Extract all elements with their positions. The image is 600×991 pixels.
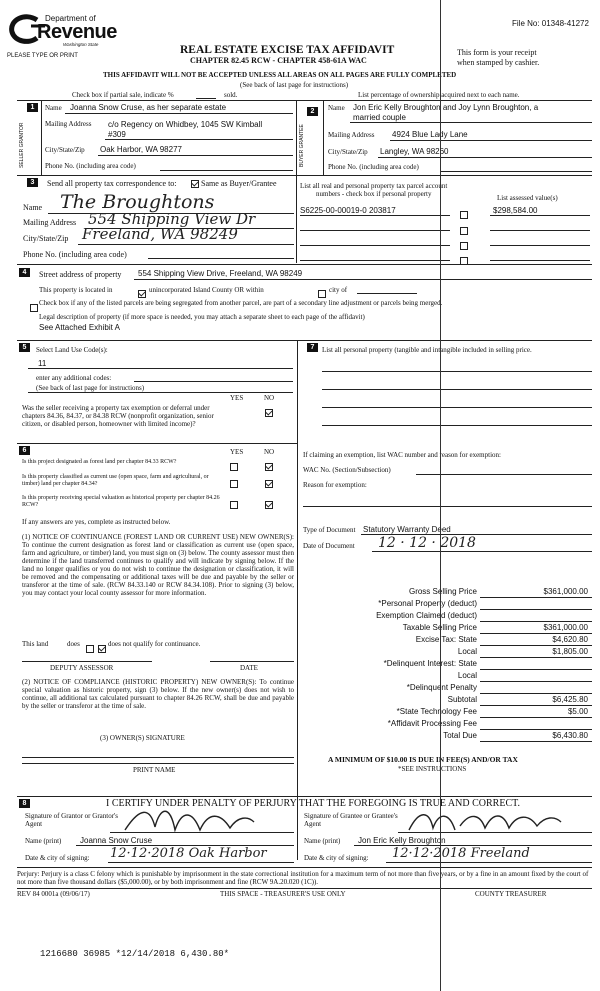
rev-number: REV 84 0001a (09/06/17) — [17, 890, 90, 898]
if-yes-instructions: If any answers are yes, complete as instructed below. — [22, 518, 171, 526]
s6-q1-no-checkbox[interactable] — [265, 458, 273, 476]
file-no: File No: 01348-41272 — [512, 19, 589, 28]
treasurer-stamp: 1216680 36985 *12/14/2018 6,430.80* — [40, 949, 230, 959]
doc-date-label: Date of Document — [303, 542, 355, 550]
wac-number-label: WAC No. (Section/Subsection) — [303, 466, 391, 474]
tax-row-value: $361,000.00 — [543, 587, 588, 596]
parcel-number-1: S6225-00-00019-0 203817 — [300, 206, 396, 215]
corr-mailing-label: Mailing Address — [23, 218, 77, 227]
section-2-number: 2 — [307, 107, 318, 116]
notice-of-compliance: (2) NOTICE OF COMPLIANCE (HISTORIC PROPERTY) NEW OWNER(S): To continue special valuation as historic property, sign (3) below. If the new owner(s) does not wish to continue, all additional tax calculated pursuant to chapter 84.26 RCW, shall be due and payable by the seller or transferor at the time of sale. — [22, 678, 294, 710]
tax-row-value: $4,620.80 — [552, 635, 588, 644]
grantee-signature-label: Signature of Grantee or Grantee's Agent — [304, 812, 398, 828]
grantor-date-handwritten: 12·12·2018 Oak Harbor — [110, 846, 267, 861]
seller-name: Joanna Snow Cruse, as her separate estate — [70, 103, 227, 112]
logo-department: Department of — [45, 14, 96, 23]
street-address: 554 Shipping View Drive, Freeland, WA 98249 — [138, 269, 303, 278]
assessed-header: List assessed value(s) — [497, 194, 558, 202]
doc-type: Statutory Warranty Deed — [363, 525, 451, 534]
corr-mailing-handwritten: 554 Shipping View Dr — [88, 210, 256, 228]
additional-codes-label: enter any additional codes: — [36, 374, 112, 382]
buyer-mailing-label: Mailing Address — [328, 131, 375, 139]
form-subtitle: CHAPTER 82.45 RCW - CHAPTER 458-61A WAC — [190, 56, 367, 65]
county-treasurer-label: COUNTY TREASURER — [475, 890, 547, 898]
buyer-city: Langley, WA 98260 — [380, 147, 449, 156]
treasurer-use-label: THIS SPACE - TREASURER'S USE ONLY — [220, 890, 346, 898]
logo-revenue: Revenue — [37, 21, 117, 43]
reason-exemption-label: Reason for exemption: — [303, 481, 367, 489]
wac-claim-label: If claiming an exemption, list WAC number and reason for exemption: — [303, 451, 501, 459]
revenue-logo — [7, 14, 125, 50]
receipt-line-1: This form is your receipt — [457, 48, 537, 57]
list-percentage: List percentage of ownership acquired next to each name. — [358, 91, 520, 99]
assessed-value-1: $298,584.00 — [493, 206, 538, 215]
legal-description: See Attached Exhibit A — [39, 323, 120, 332]
sold-label: sold. — [224, 91, 238, 99]
s6-question-1: Is this project designated as forest land per chapter 84.33 RCW? — [22, 459, 177, 465]
perjury-notice: Perjury: Perjury is a class C felony which is punishable by imprisonment in the state correctional institution for a maximum term of not more than five years, or by a fine in an amount fixed by the court of not more than five thousand dollars ($5,000.00), or by both imprisonment and fine (RCW 9A.20.020 (1C)). — [17, 870, 589, 886]
located-in-label: This property is located in — [39, 286, 113, 294]
s6-q1-yes-checkbox[interactable] — [230, 458, 238, 476]
exemption-no-checkbox[interactable] — [265, 404, 273, 422]
tax-row-label: *Delinquent Penalty — [406, 683, 477, 692]
form-title: REAL ESTATE EXCISE TAX AFFIDAVIT — [180, 44, 395, 56]
tax-row-label: *Delinquent Interest: State — [383, 659, 477, 668]
seller-phone-label: Phone No. (including area code) — [45, 162, 136, 170]
tax-row-label: Exemption Claimed (deduct) — [376, 611, 477, 620]
s6-yes-header: YES — [230, 448, 244, 456]
s6-q2-yes-checkbox[interactable] — [230, 475, 238, 493]
buyer-name-2: married couple — [353, 113, 406, 122]
buyer-name-label: Name — [328, 104, 345, 112]
buyer-name: Jon Eric Kelly Broughton and Joy Lynn Broughton, a — [353, 103, 539, 112]
section-4-number: 4 — [19, 268, 30, 277]
warning-line: THIS AFFIDAVIT WILL NOT BE ACCEPTED UNLESS ALL AREAS ON ALL PAGES ARE FULLY COMPLETED — [103, 71, 457, 79]
grantor-signature-label: Signature of Grantor or Grantor's Agent — [25, 812, 119, 828]
unincorporated-label: unincorporated Island County OR within — [149, 286, 264, 294]
send-correspondence-label: Send all property tax correspondence to: — [47, 179, 177, 188]
doc-date-handwritten: 12 · 12 · 2018 — [378, 535, 476, 551]
tax-row-value: $1,805.00 — [552, 647, 588, 656]
s6-q3-no-checkbox[interactable] — [265, 496, 273, 514]
please-type: PLEASE TYPE OR PRINT — [7, 53, 78, 59]
section-1-number: 1 — [27, 103, 38, 112]
land-use-label: Select Land Use Code(s): — [36, 346, 108, 354]
see-instructions: *SEE INSTRUCTIONS — [398, 765, 467, 773]
corr-name-label: Name — [23, 203, 43, 212]
does-label: does — [67, 640, 80, 648]
segregated-label: Check box if any of the listed parcels are being segregated from another parcel, are part of a secondary line adjustment or parcels being merged. — [39, 299, 443, 307]
tax-row-value: $6,425.80 — [552, 695, 588, 704]
this-land-label: This land — [22, 640, 49, 648]
buyer-side-label: BUYER GRANTEE — [299, 124, 305, 167]
section-6-number: 6 — [19, 446, 30, 455]
print-name-label: PRINT NAME — [133, 766, 176, 774]
s6-question-3: Is this property receiving special valuation as historical property per chapter 84.26 RCW? — [22, 495, 220, 508]
grantee-name-label: Name (print) — [304, 837, 341, 845]
section-8-number: 8 — [19, 799, 30, 808]
logo-state: Washington State — [63, 42, 99, 47]
same-as-buyer-checkbox[interactable] — [191, 180, 199, 188]
parcel-4-personal-checkbox[interactable] — [460, 252, 468, 270]
land-use-yes-header: YES — [230, 394, 244, 402]
deputy-date-label: DATE — [240, 664, 258, 672]
tax-row-label: Subtotal — [447, 695, 477, 704]
notice-of-continuance: (1) NOTICE OF CONTINUANCE (FOREST LAND OR CURRENT USE) NEW OWNER(S): To continue the current designation as forest land or classification as current use (open space, farm and agriculture, or timber) land, you must sign on (3) below. The county assessor must then determine if the land transferred continues to qualify and will indicate by signing below. If the land no longer qualifies or you do not wish to continue the designation or classification, it will be removed and the compensating or additional taxes will be due and payable by the seller or transferor at the time of sale. (RCW 84.33.140 or RCW 84.34.108). Prior to signing (3) below, you may contact your local county assessor for more information. — [22, 533, 294, 597]
tax-row-value: $361,000.00 — [543, 623, 588, 632]
grantor-date-label: Date & city of signing: — [25, 854, 90, 862]
section-3-number: 3 — [27, 178, 38, 187]
s6-q3-yes-checkbox[interactable] — [230, 496, 238, 514]
see-back-header: (See back of last page for instructions) — [240, 81, 349, 89]
receipt-line-2: when stamped by cashier. — [457, 58, 540, 67]
seller-name-label: Name — [45, 104, 62, 112]
tax-row-value: $5.00 — [567, 707, 588, 716]
corr-city-label: City/State/Zip — [23, 234, 69, 243]
s6-q2-no-checkbox[interactable] — [265, 475, 273, 493]
section-5-number: 5 — [19, 343, 30, 352]
buyer-phone-label: Phone No. (including area code) — [328, 163, 419, 171]
tax-row-label: Taxable Selling Price — [402, 623, 477, 632]
seller-mailing-2: #309 — [108, 130, 126, 139]
certify-statement: I CERTIFY UNDER PENALTY OF PERJURY THAT THE FOREGOING IS TRUE AND CORRECT. — [106, 798, 520, 809]
tax-row-label: *State Technology Fee — [396, 707, 477, 716]
deputy-assessor-label: DEPUTY ASSESSOR — [50, 664, 114, 672]
parcel-header-2: numbers - check box if personal property — [316, 190, 432, 198]
grantee-date-label: Date & city of signing: — [304, 854, 369, 862]
city-of-label: city of — [329, 286, 348, 294]
grantee-date-handwritten: 12·12·2018 Freeland — [392, 846, 530, 861]
grantor-name-label: Name (print) — [25, 837, 62, 845]
does-not-label: does not qualify for continuance. — [108, 640, 201, 648]
partial-sale-label: Check box if partial sale, indicate % — [72, 91, 174, 99]
tax-calculation-table — [300, 587, 592, 747]
does-not-checkbox[interactable] — [98, 640, 106, 658]
corr-phone-label: Phone No. (including area code) — [23, 250, 127, 259]
same-as-buyer-label: Same as Buyer/Grantee — [201, 179, 277, 188]
does-checkbox[interactable] — [86, 640, 94, 658]
seller-side-label: SELLER GRANTOR — [19, 122, 25, 169]
exemption-question: Was the seller receiving a property tax exemption or deferral under chapters 84.36, 84.37, or 84.38 RCW (nonprofit organization, senior citizen, or disabled person, homeowner with limited income)? — [22, 404, 214, 428]
owner-signature-label: (3) OWNER(S) SIGNATURE — [100, 734, 185, 742]
tax-row-label: Total Due — [443, 731, 477, 740]
land-use-code: 11 — [38, 359, 47, 368]
seller-city-label: City/State/Zip — [45, 146, 85, 154]
seller-city: Oak Harbor, WA 98277 — [100, 145, 182, 154]
minimum-due-notice: A MINIMUM OF $10.00 IS DUE IN FEE(S) AND/OR TAX — [328, 755, 518, 764]
land-use-see-back: (See back of last page for instructions) — [36, 384, 145, 392]
tax-row-label: Local — [457, 647, 477, 656]
parcel-header-1: List all real and personal property tax parcel account — [300, 182, 448, 190]
personal-property-label: List all personal property (tangible and intangible included in selling price. — [322, 346, 532, 354]
tax-row-label: Excise Tax: State — [415, 635, 477, 644]
tax-row-label: *Personal Property (deduct) — [378, 599, 477, 608]
seller-mailing-label: Mailing Address — [45, 120, 92, 128]
section-7-number: 7 — [307, 343, 318, 352]
doc-type-label: Type of Document — [303, 526, 356, 534]
s6-question-2: Is this property classified as current use (open space, farm and agricultural, or timber) land per chapter 84.34? — [22, 474, 209, 487]
corr-city-handwritten: Freeland, WA 98249 — [82, 225, 238, 243]
grantee-name: Jon Eric Kelly Broughton — [358, 836, 446, 845]
street-label: Street address of property — [39, 270, 122, 279]
segregated-checkbox[interactable] — [30, 299, 38, 317]
land-use-no-header: NO — [264, 394, 275, 402]
tax-row-label: Gross Selling Price — [408, 587, 477, 596]
grantor-name: Joanna Snow Cruse — [80, 836, 153, 845]
seller-mailing: c/o Regency on Whidbey, 1045 SW Kimball — [108, 120, 263, 129]
grantee-signature — [405, 806, 565, 838]
tax-row-value: $6,430.80 — [552, 731, 588, 740]
legal-description-label: Legal description of property (if more space is needed, you may attach a separate sheet to each page of the affidavit) — [39, 313, 365, 321]
same-as-buyer[interactable] — [191, 179, 277, 188]
s6-no-header: NO — [264, 448, 275, 456]
buyer-city-label: City/State/Zip — [328, 148, 368, 156]
tax-row-label: *Affidavit Processing Fee — [387, 719, 477, 728]
corr-name-handwritten: The Broughtons — [60, 191, 215, 213]
buyer-mailing: 4924 Blue Lady Lane — [392, 130, 468, 139]
tax-row-label: Local — [457, 671, 477, 680]
